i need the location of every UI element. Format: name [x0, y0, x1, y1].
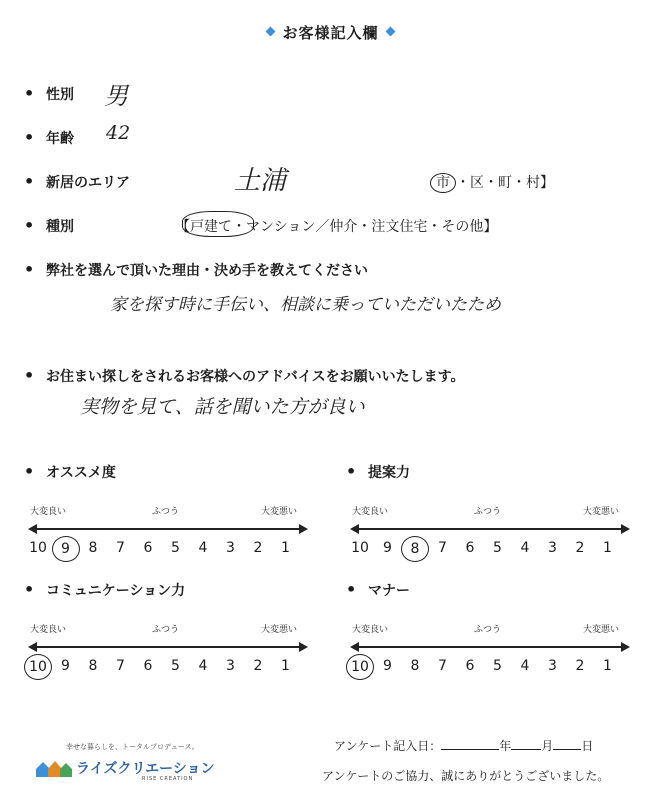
diamond-icon: [385, 27, 395, 37]
scale-number: 8: [88, 658, 98, 674]
scale-number-selected: 10: [24, 654, 52, 680]
scale-mid-label: ふつう: [474, 625, 502, 635]
date-day: 日: [581, 739, 594, 753]
scale-left-label: 大変良い: [352, 625, 389, 635]
area-option-rest: ・区・町・村】: [456, 175, 554, 191]
scale-number: 8: [410, 658, 420, 674]
scale-number: 9: [383, 540, 392, 556]
scale-number: 3: [226, 540, 235, 556]
rating-label: • マナー: [346, 580, 410, 600]
house-icon: [34, 758, 74, 778]
area-value: 土浦: [234, 166, 287, 196]
gender-label: • 性別: [24, 84, 74, 104]
scale-arrow: [352, 646, 628, 648]
scale-number: 4: [520, 540, 530, 556]
rating-label: • コミュニケーション力: [24, 580, 185, 600]
logo-tagline: 幸せな暮らしを、トータルプロデュース。: [66, 743, 199, 751]
reason-answer: 家を探す時に手伝い、相談に乗っていただいたため: [110, 295, 501, 315]
scale-number-selected: 9: [52, 536, 80, 562]
rating-proposal: [346, 462, 636, 572]
rating-label: • 提案力: [346, 462, 410, 482]
scale-number: 7: [438, 540, 447, 556]
scale-number: 10: [29, 540, 47, 556]
scale-right-label: 大変悪い: [261, 625, 298, 635]
scale-number: 8: [88, 540, 98, 556]
scale-number: 1: [603, 658, 612, 674]
advice-label: • お住まい探しをされるお客様へのアドバイスをお願いいたします。: [24, 366, 464, 386]
scale-number-selected: 8: [401, 536, 429, 562]
scale-mid-label: ふつう: [152, 625, 180, 635]
scale-mid-label: ふつう: [152, 507, 180, 517]
rating-communication: [24, 580, 314, 690]
scale-number: 3: [548, 658, 557, 674]
scale-number: 4: [198, 540, 208, 556]
scale-number: 2: [575, 540, 585, 556]
scale-mid-label: ふつう: [474, 507, 502, 517]
company-logo: [30, 742, 220, 792]
logo-name: ライズクリエーション: [76, 761, 215, 777]
age-value: 42: [106, 122, 131, 144]
scale-number: 6: [143, 658, 153, 674]
scale-number: 7: [116, 658, 125, 674]
thanks-message: アンケートのご協力、誠にありがとうございました。: [322, 769, 610, 783]
scale-right-label: 大変悪い: [261, 507, 298, 517]
scale-number: 1: [281, 540, 290, 556]
scale-left-label: 大変良い: [30, 507, 67, 517]
scale-number: 5: [171, 540, 180, 556]
scale-right-label: 大変悪い: [583, 625, 620, 635]
scale-number: 10: [351, 540, 369, 556]
rating-manners: [346, 580, 636, 690]
scale-number: 2: [575, 658, 585, 674]
type-selected-circle: [182, 211, 254, 237]
scale-number: 2: [253, 540, 263, 556]
scale-number: 9: [383, 658, 392, 674]
scale-number: 2: [253, 658, 263, 674]
type-options: 【戸建て・マンション／仲介・注文住宅・その他】: [176, 219, 498, 235]
type-label: • 種別: [24, 216, 74, 236]
scale-number: 3: [548, 540, 557, 556]
date-label: アンケート記入日：: [334, 739, 442, 753]
date-year: 年: [499, 739, 512, 753]
area-option-city-selected: 市: [430, 173, 456, 193]
scale-number: 7: [438, 658, 447, 674]
scale-arrow: [352, 528, 628, 530]
scale-number: 6: [465, 658, 475, 674]
area-label: • 新居のエリア: [24, 172, 130, 192]
scale-number: 6: [143, 540, 153, 556]
rating-label: • オススメ度: [24, 462, 116, 482]
scale-right-label: 大変悪い: [583, 507, 620, 517]
scale-number: 1: [281, 658, 290, 674]
scale-number: 6: [465, 540, 475, 556]
scale-number: 9: [61, 658, 70, 674]
rating-recommend: [24, 462, 314, 572]
scale-arrow: [30, 646, 306, 648]
gender-value: 男: [104, 82, 128, 110]
scale-left-label: 大変良い: [352, 507, 389, 517]
area-options: [430, 172, 554, 192]
scale-number-selected: 10: [346, 654, 374, 680]
diamond-icon: [266, 27, 276, 37]
scale-arrow: [30, 528, 306, 530]
scale-number: 5: [171, 658, 180, 674]
survey-date: [334, 737, 593, 754]
scale-number: 4: [198, 658, 208, 674]
form-title: お客様記入欄: [0, 22, 661, 43]
scale-number: 7: [116, 540, 125, 556]
advice-answer: 実物を見て、話を聞いた方が良い: [80, 396, 365, 418]
scale-number: 5: [493, 658, 502, 674]
scale-number: 3: [226, 658, 235, 674]
scale-number: 1: [603, 540, 612, 556]
date-month: 月: [541, 739, 554, 753]
reason-label: • 弊社を選んで頂いた理由・決め手を教えてください: [24, 260, 368, 280]
logo-sub: RISE CREATION: [142, 776, 194, 782]
age-label: • 年齢: [24, 128, 74, 148]
scale-number: 5: [493, 540, 502, 556]
scale-left-label: 大変良い: [30, 625, 67, 635]
scale-number: 4: [520, 658, 530, 674]
